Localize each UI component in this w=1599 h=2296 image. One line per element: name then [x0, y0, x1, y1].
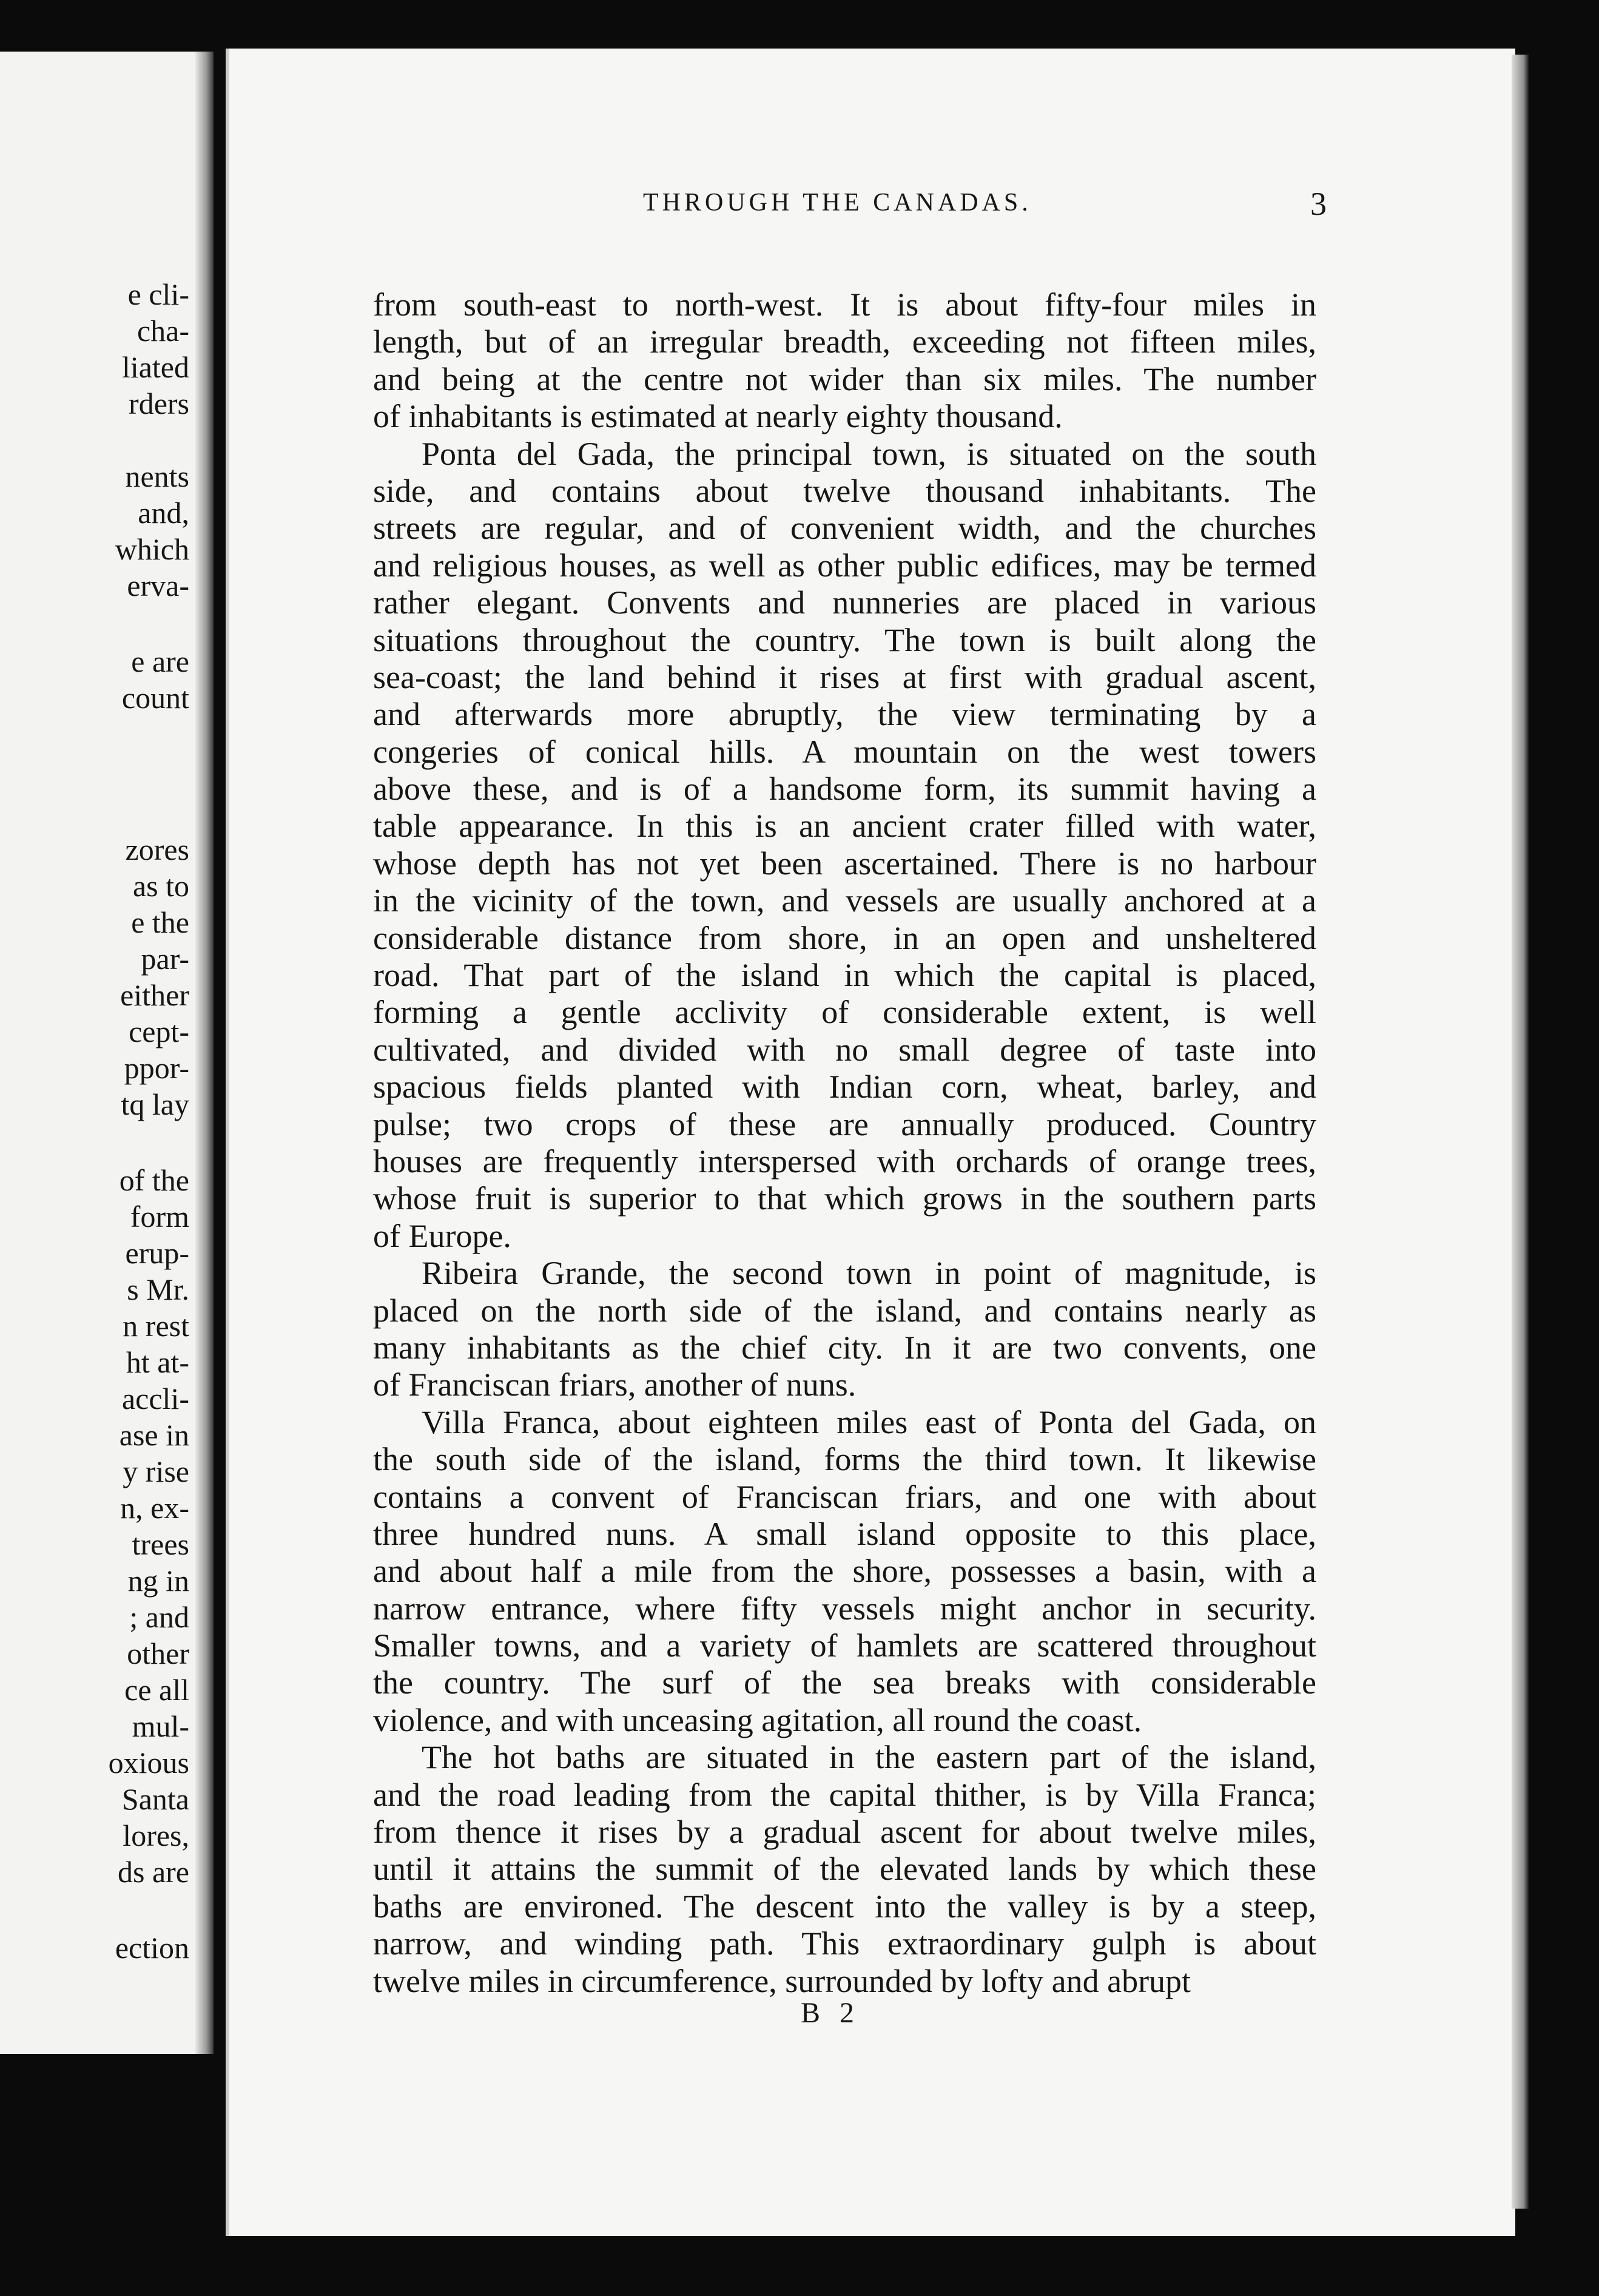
text-line: until it attains the summit of the elevated lands by which these: [373, 1851, 1316, 1888]
text-line: the south side of the island, forms the third town. It likewise: [373, 1441, 1316, 1478]
text-line: baths are environed. The descent into the valley is by a steep,: [373, 1888, 1316, 1925]
text-line: of inhabitants is estimated at nearly eighty thousand.: [373, 398, 1063, 435]
text-line: cultivated, and divided with no small degree of taste into: [373, 1031, 1316, 1068]
text-line: spacious fields planted with Indian corn, wheat, barley, and: [373, 1069, 1316, 1106]
left-page-fragment: trees: [132, 1527, 189, 1561]
running-head: THROUGH THE CANADAS.: [643, 189, 1032, 217]
text-line: and about half a mile from the shore, possesses a basin, with a: [373, 1553, 1316, 1590]
left-page-fragment: ection: [115, 1931, 189, 1965]
text-line: and religious houses, as well as other public edifices, may be termed: [373, 547, 1316, 584]
left-page-fragment: lores,: [123, 1818, 189, 1852]
text-line: road. That part of the island in which the capital is placed,: [373, 957, 1316, 994]
facing-page-left: [0, 52, 214, 2054]
left-page-fragment: either: [120, 978, 189, 1012]
text-line: congeries of conical hills. A mountain on the west towers: [373, 733, 1316, 770]
text-line: narrow entrance, where fifty vessels might anchor in security.: [373, 1590, 1316, 1627]
left-page-fragment: erup-: [125, 1236, 189, 1270]
text-line: the country. The surf of the sea breaks with considerable: [373, 1664, 1316, 1701]
left-page-fragment: mul-: [132, 1709, 189, 1743]
left-page-fragment: cha-: [136, 314, 189, 348]
left-page-fragment: e are: [131, 644, 189, 678]
left-page-fragment: Santa: [121, 1782, 189, 1816]
text-line: narrow, and winding path. This extraordinary gulph is about: [373, 1925, 1316, 1962]
left-page-fragment: s Mr.: [127, 1272, 189, 1306]
text-line: Ribeira Grande, the second town in point of magnitude, is: [422, 1255, 1316, 1292]
text-line: length, but of an irregular breadth, exceeding not fifteen miles,: [373, 323, 1316, 360]
left-page-fragment: which: [115, 532, 189, 566]
text-line: whose depth has not yet been ascertained. There is no harbour: [373, 845, 1316, 882]
left-page-fragment: zores: [125, 832, 189, 866]
left-page-fragment: form: [130, 1200, 189, 1234]
left-page-fragment: nents: [125, 459, 189, 493]
left-page-fragment: rders: [129, 387, 189, 420]
left-page-fragment: count: [121, 681, 189, 715]
text-line: many inhabitants as the chief city. In it are two convents, one: [373, 1329, 1316, 1366]
text-line: forming a gentle acclivity of considerable extent, is well: [373, 994, 1316, 1031]
left-page-fragment: and,: [138, 496, 189, 530]
text-line: twelve miles in circumference, surrounded by lofty and abrupt: [373, 1962, 1191, 1999]
left-page-fragment: ht at-: [126, 1345, 189, 1379]
text-line: Smaller towns, and a variety of hamlets are scattered throughout: [373, 1627, 1316, 1664]
left-page-fragment: ; and: [129, 1600, 189, 1634]
text-line: whose fruit is superior to that which grows in the southern parts: [373, 1180, 1316, 1217]
left-page-fragment: e the: [131, 905, 189, 939]
text-line: and the road leading from the capital thither, is by Villa Franca;: [373, 1776, 1316, 1813]
left-page-fragment: ce all: [124, 1673, 189, 1707]
text-line: of Franciscan friars, another of nuns.: [373, 1366, 857, 1403]
text-line: streets are regular, and of convenient width, and the churches: [373, 510, 1316, 547]
left-page-fragment: n, ex-: [120, 1491, 189, 1525]
text-line: sea-coast; the land behind it rises at first with gradual ascent,: [373, 658, 1316, 695]
printer-signature-mark: B 2: [801, 1997, 861, 2029]
text-line: from south-east to north-west. It is about fifty-four miles in: [373, 286, 1316, 323]
text-line: rather elegant. Convents and nunneries are placed in various: [373, 584, 1316, 621]
text-line: situations throughout the country. The town is built along the: [373, 621, 1316, 658]
text-line: violence, and with unceasing agitation, all round the coast.: [373, 1701, 1142, 1738]
left-page-fragment: accli-: [121, 1382, 189, 1416]
left-page-fragment: ase in: [119, 1418, 189, 1452]
left-page-fragment: ppor-: [124, 1051, 189, 1085]
left-page-fragment: erva-: [127, 569, 189, 603]
text-line: The hot baths are situated in the eastern part of the island,: [422, 1739, 1316, 1776]
text-line: considerable distance from shore, in an open and unsheltered: [373, 919, 1316, 956]
left-page-fragment: ds are: [118, 1855, 189, 1889]
left-page-fragment: oxious: [108, 1746, 189, 1780]
text-line: above these, and is of a handsome form, its summit having a: [373, 771, 1316, 808]
page-edge-shadow: [1512, 55, 1529, 2209]
left-page-fragment: y rise: [123, 1454, 189, 1488]
left-page-fragment: as to: [132, 869, 189, 903]
left-page-fragment: liated: [121, 350, 189, 384]
left-page-fragment: e cli-: [127, 277, 189, 311]
text-line: Ponta del Gada, the principal town, is situated on the south: [422, 435, 1316, 472]
text-line: in the vicinity of the town, and vessels are usually anchored at a: [373, 882, 1316, 919]
text-line: and being at the centre not wider than six miles. The number: [373, 360, 1316, 397]
text-line: side, and contains about twelve thousand inhabitants. The: [373, 472, 1316, 509]
text-line: from thence it rises by a gradual ascent for about twelve miles,: [373, 1814, 1316, 1851]
left-page-fragment: cept-: [129, 1015, 189, 1048]
text-line: of Europe.: [373, 1217, 511, 1254]
body-text: [373, 286, 1316, 2000]
text-line: three hundred nuns. A small island opposite to this place,: [373, 1515, 1316, 1552]
text-line: and afterwards more abruptly, the view terminating by a: [373, 696, 1316, 733]
left-page-fragment: other: [127, 1636, 189, 1670]
left-page-fragment: n rest: [123, 1309, 189, 1343]
text-line: contains a convent of Franciscan friars, and one with about: [373, 1478, 1316, 1515]
left-page-fragment: of the: [119, 1163, 189, 1197]
book-gutter: [195, 52, 214, 2054]
text-line: table appearance. In this is an ancient crater filled with water,: [373, 808, 1316, 845]
left-page-fragment: ng in: [127, 1564, 189, 1598]
text-line: Villa Franca, about eighteen miles east of Ponta del Gada, on: [422, 1403, 1316, 1440]
text-line: pulse; two crops of these are annually produced. Country: [373, 1106, 1316, 1143]
left-page-fragment: par-: [141, 942, 189, 976]
left-page-fragment: tq lay: [121, 1087, 189, 1121]
page-number: 3: [1310, 186, 1327, 222]
text-line: houses are frequently interspersed with orchards of orange trees,: [373, 1143, 1316, 1180]
text-line: placed on the north side of the island, and contains nearly as: [373, 1292, 1316, 1329]
